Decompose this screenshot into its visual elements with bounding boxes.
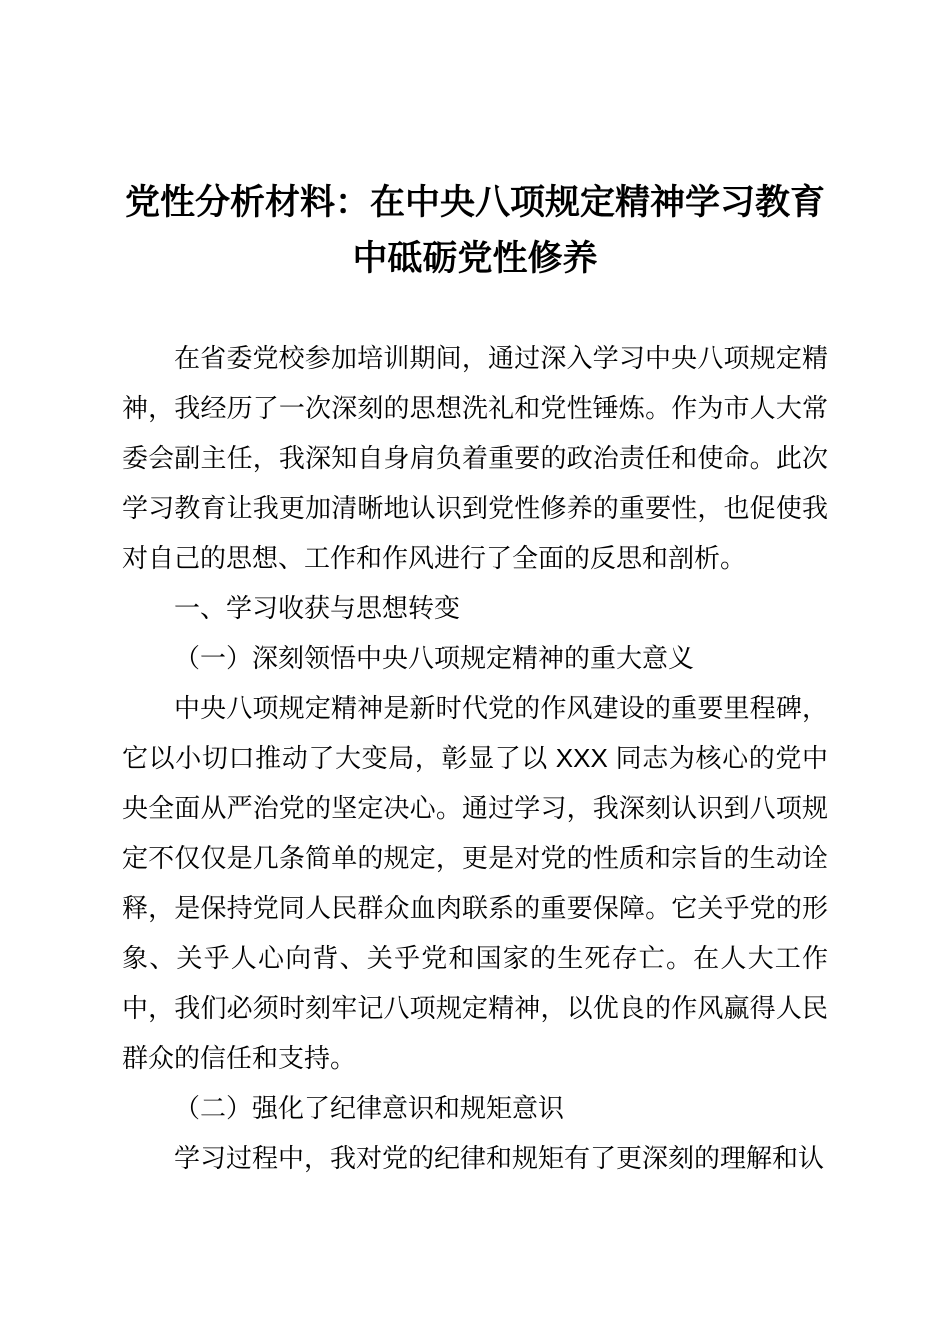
section-heading-1: 一、学习收获与思想转变 [174, 593, 461, 623]
paragraph-section-1-2: 学习过程中，我对党的纪律和规矩有了更深刻的理解和认 [174, 1143, 825, 1173]
document-body [0, 287, 950, 1183]
paragraph-section-1-1: 中央八项规定精神是新时代党的作风建设的重要里程碑，它以小切口推动了大变局，彰显了以 XXX 同志为核心的党中央全面从严治党的坚定决心。通过学习，我深刻认识到八项规定不仅仅是几条简单的规定，更是对党的性质和宗旨的生动诠释，是保持党同人民群众血肉联系的重要保障。它关乎党的形象、关乎人心向背、关乎党和国家的生死存亡。在人大工作中，我们必须时刻牢记八项规定精神，以优良的作风赢得人民群众的信任和支持。 [122, 693, 828, 1073]
paragraph-intro: 在省委党校参加培训期间，通过深入学习中央八项规定精神，我经历了一次深刻的思想洗礼和党性锤炼。作为市人大常委会副主任，我深知自身肩负着重要的政治责任和使命。此次学习教育让我更加清晰地认识到党性修养的重要性，也促使我对自己的思想、工作和作风进行了全面的反思和剖析。 [122, 343, 828, 573]
subsection-heading-1-2: （二）强化了纪律意识和规矩意识 [174, 1093, 565, 1123]
subsection-heading-1-1: （一）深刻领悟中央八项规定精神的重大意义 [174, 643, 695, 673]
document-title: 党性分析材料：在中央八项规定精神学习教育中砥砺党性修养 [124, 183, 825, 278]
